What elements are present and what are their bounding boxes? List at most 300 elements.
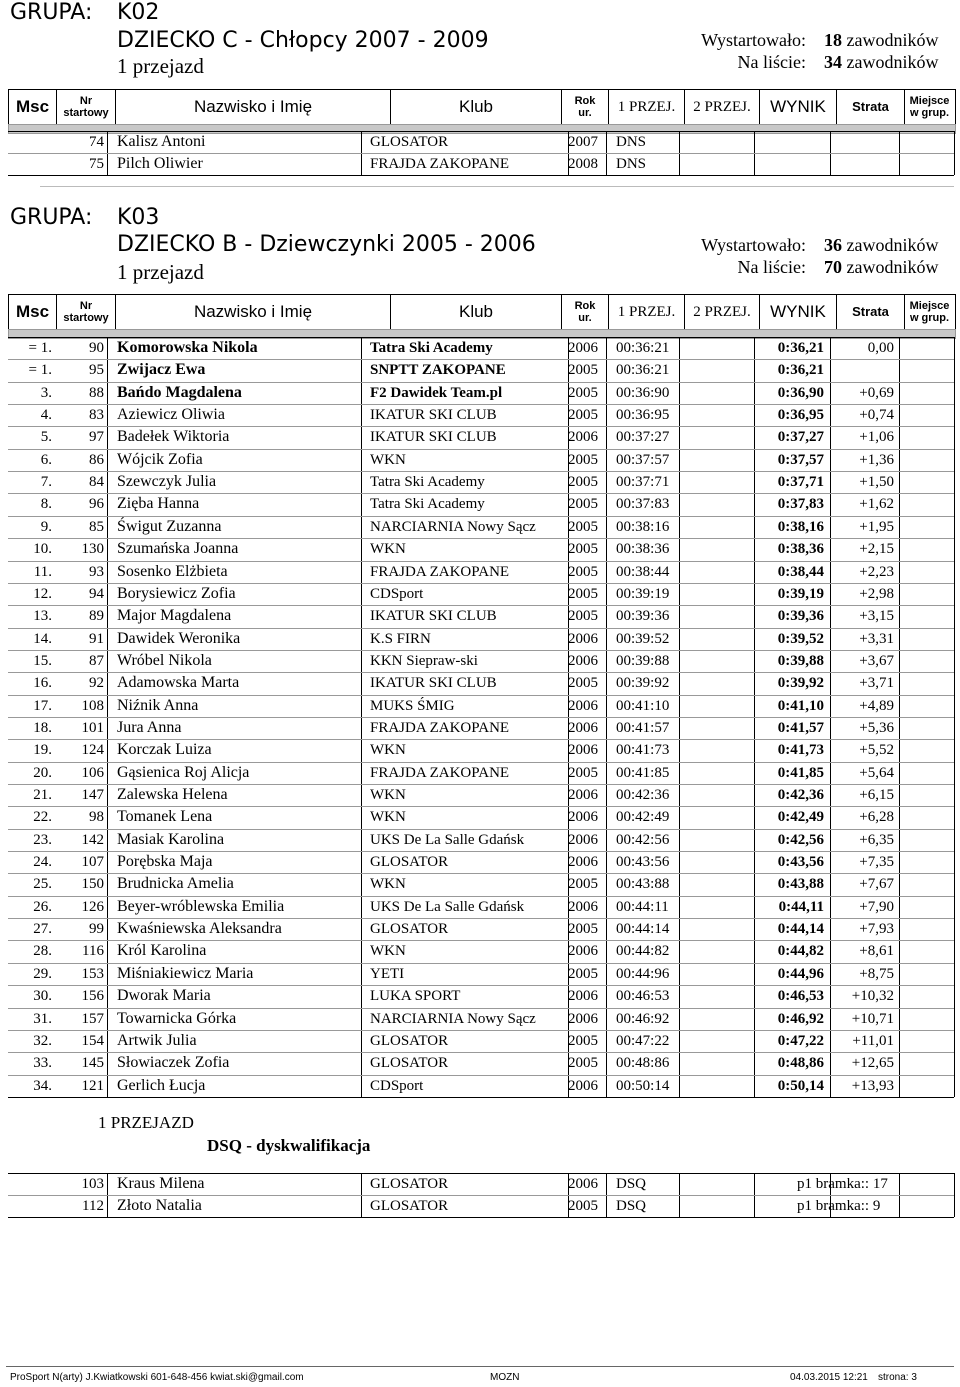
- result-time: 0:44,11: [778, 898, 824, 915]
- result-time: 0:37,27: [777, 429, 824, 446]
- club-name: Tatra Ski Academy: [370, 496, 485, 513]
- competitor-name: Miśniakiewicz Maria: [117, 964, 254, 982]
- time-loss: +5,36: [859, 719, 894, 736]
- header-run2: 2 PRZEJ.: [685, 295, 760, 329]
- birth-year: 2006: [568, 809, 598, 826]
- competitor-name: Porębska Maja: [117, 853, 213, 871]
- dsq-note: p1 bramka:: 9: [797, 1198, 881, 1214]
- club-name: GLOSATOR: [370, 854, 449, 871]
- bib-number: 85: [89, 518, 104, 535]
- time-loss: +0,69: [859, 384, 894, 401]
- bib-number: 89: [89, 608, 104, 625]
- birth-year: 2006: [568, 1010, 598, 1027]
- bib-number: 156: [81, 988, 104, 1005]
- run1-time: 00:42:36: [616, 787, 670, 803]
- competitor-name: Zwijacz Ewa: [117, 361, 206, 379]
- birth-year: 2006: [568, 652, 598, 669]
- table-row: [0, 717, 960, 739]
- footer-page: strona: 3: [878, 1372, 917, 1383]
- run1-time: 00:41:73: [616, 742, 670, 759]
- group-label: GRUPA:: [10, 205, 93, 230]
- header-miejsce-sub: w grup.: [909, 312, 950, 324]
- place: 21.: [33, 787, 52, 803]
- birth-year: 2008: [568, 156, 598, 172]
- bib-number: 98: [89, 809, 104, 826]
- club-name: NARCIARNIA Nowy Sącz: [370, 1010, 536, 1027]
- run1-time: 00:42:49: [616, 809, 670, 826]
- competitor-name: Kalisz Antoni: [117, 133, 206, 150]
- club-name: GLOSATOR: [370, 134, 449, 150]
- group-label: GRUPA:: [10, 0, 93, 25]
- header-msc: Msc: [9, 90, 57, 124]
- place: 27.: [33, 921, 52, 938]
- place: 11.: [33, 563, 52, 580]
- birth-year: 2005: [568, 362, 598, 379]
- club-name: FRAJDA ZAKOPANE: [370, 764, 510, 781]
- table-row: [0, 806, 960, 828]
- bib-number: 147: [81, 787, 104, 803]
- birth-year: 2006: [568, 742, 598, 759]
- table-row: [0, 493, 960, 515]
- place: 34.: [33, 1077, 52, 1094]
- run1-time: 00:44:96: [616, 965, 670, 982]
- time-loss: +6,35: [859, 831, 894, 848]
- place: 24.: [33, 854, 52, 871]
- birth-year: 2006: [568, 697, 598, 714]
- bib-number: 154: [81, 1032, 104, 1049]
- place: 26.: [33, 898, 52, 915]
- competitor-name: Beyer-wróblewska Emilia: [117, 897, 285, 915]
- time-loss: +5,52: [859, 742, 894, 759]
- birth-year: 2006: [568, 429, 598, 446]
- club-name: IKATUR SKI CLUB: [370, 407, 497, 424]
- competitor-name: Tomanek Lena: [117, 808, 213, 826]
- bib-number: 74: [89, 134, 104, 150]
- result-time: 0:41,57: [777, 719, 824, 736]
- place: 31.: [33, 1010, 52, 1027]
- run1-time: 00:36:90: [616, 384, 670, 401]
- club-name: IKATUR SKI CLUB: [370, 675, 497, 692]
- bib-number: 130: [81, 541, 104, 558]
- competitor-name: Kraus Milena: [117, 1175, 205, 1192]
- time-loss: +4,89: [859, 697, 894, 714]
- result-time: 0:44,14: [777, 921, 824, 938]
- bib-number: 87: [89, 652, 104, 669]
- competitor-name: Zalewska Helena: [117, 786, 228, 803]
- result-time: 0:46,92: [777, 1010, 824, 1027]
- place: 33.: [33, 1055, 52, 1072]
- bib-number: 126: [81, 898, 104, 915]
- birth-year: 2006: [568, 988, 598, 1005]
- time-loss: +2,98: [859, 585, 894, 602]
- header-run2: 2 PRZEJ.: [685, 90, 760, 124]
- place: 12.: [33, 585, 52, 602]
- result-time: 0:43,56: [777, 854, 824, 871]
- run1-time: DNS: [616, 134, 647, 150]
- table-row: [0, 672, 960, 694]
- header-nr-sub: startowy: [63, 312, 109, 324]
- run1-time: 00:41:85: [616, 764, 670, 781]
- table-row: [0, 1195, 960, 1217]
- time-loss: +13,93: [851, 1077, 894, 1094]
- run1-time: 00:50:14: [616, 1077, 670, 1094]
- result-time: 0:38,16: [777, 518, 824, 535]
- time-loss: +8,75: [859, 965, 894, 982]
- time-loss: +3,31: [859, 630, 894, 647]
- place: 15.: [33, 652, 52, 669]
- run1-time: 00:44:82: [616, 943, 670, 960]
- place: 5.: [40, 429, 52, 446]
- club-name: CDSport: [370, 1077, 424, 1094]
- competitor-name: Złoto Natalia: [117, 1197, 202, 1214]
- table-row: [0, 918, 960, 940]
- place: 19.: [33, 742, 52, 759]
- birth-year: 2005: [568, 541, 598, 558]
- birth-year: 2005: [568, 1032, 598, 1049]
- time-loss: +3,71: [859, 675, 894, 692]
- group-runs: 1 przejazd: [117, 260, 204, 284]
- header-rok: Rok: [574, 95, 596, 107]
- club-name: GLOSATOR: [370, 1198, 449, 1214]
- competitor-name: Bańdo Magdalena: [117, 383, 242, 401]
- competitor-name: Gąsienica Roj Alicja: [117, 763, 250, 781]
- header-nr: Nr: [79, 95, 93, 107]
- birth-year: 2007: [568, 134, 598, 150]
- club-name: GLOSATOR: [370, 921, 449, 938]
- header-msc: Msc: [9, 295, 57, 329]
- bib-number: 84: [89, 474, 104, 491]
- place: 20.: [33, 764, 52, 781]
- header-run1: 1 PRZEJ.: [609, 295, 685, 329]
- birth-year: 2006: [568, 340, 598, 356]
- table-row: [0, 1052, 960, 1074]
- bib-number: 107: [81, 854, 104, 871]
- result-time: 0:48,86: [777, 1055, 824, 1072]
- time-loss: +2,15: [859, 541, 894, 558]
- competitor-name: Brudnicka Amelia: [117, 875, 234, 893]
- place: 25.: [33, 876, 52, 893]
- time-loss: +7,93: [859, 921, 894, 938]
- club-name: MUKS ŚMIG: [370, 697, 455, 714]
- bib-number: 145: [81, 1055, 104, 1072]
- competitor-name: Adamowska Marta: [117, 674, 240, 692]
- run1-time: 00:37:57: [616, 451, 670, 468]
- bib-number: 142: [81, 831, 104, 848]
- result-time: 0:37,71: [777, 474, 824, 491]
- result-time: 0:43,88: [777, 876, 824, 893]
- header-nr: Nr: [79, 300, 93, 312]
- birth-year: 2006: [568, 831, 598, 848]
- birth-year: 2006: [568, 787, 598, 803]
- competitor-name: Dworak Maria: [117, 987, 211, 1005]
- header-rok-sub: ur.: [578, 312, 592, 324]
- started-value: 36: [824, 235, 842, 255]
- competitor-name: Świgut Zuzanna: [117, 517, 222, 535]
- table-row: [0, 963, 960, 985]
- competitor-name: Dawidek Weronika: [117, 629, 241, 647]
- time-loss: +7,90: [859, 898, 894, 915]
- results-table-header: [8, 294, 956, 330]
- result-time: 0:42,36: [777, 787, 824, 803]
- bib-number: 101: [81, 719, 104, 736]
- club-name: K.S FIRN: [370, 630, 431, 647]
- table-row: [0, 337, 960, 359]
- club-name: GLOSATOR: [370, 1176, 449, 1192]
- competitor-name: Pilch Oliwier: [117, 155, 203, 172]
- result-time: 0:39,88: [777, 652, 824, 669]
- competitor-name: Zięba Hanna: [117, 495, 200, 513]
- table-row: [0, 829, 960, 851]
- birth-year: 2005: [568, 563, 598, 580]
- birth-year: 2006: [568, 854, 598, 871]
- time-loss: +12,65: [851, 1055, 894, 1072]
- header-nr-sub: startowy: [63, 107, 109, 119]
- place: 30.: [33, 988, 52, 1005]
- bib-number: 150: [81, 876, 104, 893]
- table-row: [0, 561, 960, 583]
- competitor-name: Szewczyk Julia: [117, 473, 217, 491]
- club-name: WKN: [370, 451, 406, 468]
- started-label: Wystartowało:: [701, 30, 806, 50]
- competitor-name: Niźnik Anna: [117, 696, 199, 714]
- club-name: WKN: [370, 876, 406, 893]
- competitor-name: Borysiewicz Zofia: [117, 584, 236, 602]
- table-row: [0, 985, 960, 1007]
- competitor-name: Artwik Julia: [117, 1031, 197, 1049]
- run1-time: 00:37:83: [616, 496, 670, 513]
- birth-year: 2005: [568, 764, 598, 781]
- bib-number: 94: [89, 585, 104, 602]
- result-time: 0:37,57: [777, 451, 824, 468]
- time-loss: +2,23: [859, 563, 894, 580]
- birth-year: 2005: [568, 451, 598, 468]
- grid-hline: [8, 1217, 954, 1218]
- place: 10.: [33, 541, 52, 558]
- header-strata: Strata: [837, 295, 905, 329]
- bib-number: 97: [89, 429, 104, 446]
- dsq-note: p1 bramka:: 17: [797, 1176, 888, 1192]
- club-name: UKS De La Salle Gdańsk: [370, 898, 525, 915]
- table-row: [0, 873, 960, 895]
- birth-year: 2005: [568, 965, 598, 982]
- result-time: 0:36,95: [777, 407, 824, 424]
- result-time: 0:44,96: [777, 965, 824, 982]
- table-row: [0, 538, 960, 560]
- bib-number: 83: [89, 407, 104, 424]
- grid-hline: [8, 1097, 954, 1098]
- header-wynik: WYNIK: [760, 295, 837, 329]
- club-name: IKATUR SKI CLUB: [370, 608, 497, 625]
- club-name: NARCIARNIA Nowy Sącz: [370, 518, 536, 535]
- started-label: Wystartowało:: [701, 235, 806, 255]
- competitor-name: Wróbel Nikola: [117, 651, 212, 669]
- place: 4.: [40, 407, 52, 424]
- birth-year: 2005: [568, 921, 598, 938]
- time-loss: +1,62: [859, 496, 894, 513]
- result-time: 0:39,92: [777, 675, 824, 692]
- result-time: 0:39,19: [777, 585, 824, 602]
- birth-year: 2006: [568, 898, 598, 915]
- place: 13.: [33, 608, 52, 625]
- bib-number: 121: [81, 1077, 104, 1094]
- place: 14.: [33, 630, 52, 647]
- table-row: [0, 784, 960, 806]
- birth-year: 2006: [568, 1176, 598, 1192]
- section-separator: [40, 186, 954, 187]
- run1-time: 00:39:52: [616, 630, 670, 647]
- header-wynik: WYNIK: [760, 90, 837, 124]
- place: 6.: [40, 451, 52, 468]
- birth-year: 2005: [568, 585, 598, 602]
- competitor-name: Gerlich Łucja: [117, 1076, 206, 1094]
- place: = 1.: [28, 340, 52, 356]
- table-row: [0, 851, 960, 873]
- birth-year: 2005: [568, 675, 598, 692]
- run1-time: 00:42:56: [616, 831, 670, 848]
- dsq-run-title: 1 PRZEJAZD: [98, 1113, 194, 1132]
- result-time: 0:41,73: [777, 742, 824, 759]
- run1-time: 00:36:95: [616, 407, 670, 424]
- result-time: 0:39,52: [777, 630, 824, 647]
- place: 16.: [33, 675, 52, 692]
- place: = 1.: [28, 362, 52, 379]
- started-value: 18: [824, 30, 842, 50]
- footer-rule: [6, 1366, 954, 1367]
- list-unit: zawodników: [846, 52, 939, 72]
- grid-hline: [8, 175, 954, 176]
- club-name: CDSport: [370, 585, 424, 602]
- result-time: 0:38,44: [777, 563, 824, 580]
- club-name: GLOSATOR: [370, 1032, 449, 1049]
- club-name: SNPTT ZAKOPANE: [370, 362, 506, 379]
- table-row: [0, 605, 960, 627]
- place: 28.: [33, 943, 52, 960]
- result-time: 0:41,10: [777, 697, 824, 714]
- group-title: DZIECKO B - Dziewczynki 2005 - 2006: [117, 232, 536, 257]
- run1-time: 00:39:88: [616, 652, 670, 669]
- competitor-name: Słowiaczek Zofia: [117, 1054, 230, 1072]
- list-value: 34: [824, 52, 842, 72]
- birth-year: 2006: [568, 943, 598, 960]
- result-time: 0:44,82: [777, 943, 824, 960]
- table-row: [0, 739, 960, 761]
- competitor-name: Towarnicka Górka: [117, 1009, 237, 1027]
- club-name: YETI: [370, 965, 405, 982]
- place: 7.: [40, 474, 52, 491]
- bib-number: 116: [82, 943, 104, 960]
- list-label: Na liście:: [737, 257, 806, 277]
- bib-number: 99: [89, 921, 104, 938]
- club-name: IKATUR SKI CLUB: [370, 429, 497, 446]
- run1-time: DNS: [616, 156, 647, 172]
- time-loss: +1,50: [859, 474, 894, 491]
- run1-time: 00:38:16: [616, 518, 670, 535]
- bib-number: 93: [89, 563, 104, 580]
- place: 22.: [33, 809, 52, 826]
- club-name: KKN Siepraw-ski: [370, 652, 478, 669]
- place: 32.: [33, 1032, 52, 1049]
- place: 9.: [40, 518, 52, 535]
- table-row: [0, 1075, 960, 1097]
- club-name: Tatra Ski Academy: [370, 474, 485, 491]
- bib-number: 75: [89, 156, 104, 172]
- place: 17.: [33, 697, 52, 714]
- place: 3.: [40, 384, 52, 401]
- bib-number: 86: [89, 451, 104, 468]
- place: 23.: [33, 831, 52, 848]
- competitor-name: Komorowska Nikola: [117, 339, 258, 356]
- bib-number: 112: [82, 1198, 104, 1214]
- bib-number: 88: [89, 384, 104, 401]
- dsq-title: DSQ - dyskwalifikacja: [207, 1136, 371, 1155]
- result-time: 0:38,36: [777, 541, 824, 558]
- header-strata: Strata: [837, 90, 905, 124]
- list-value: 70: [824, 257, 842, 277]
- club-name: WKN: [370, 742, 406, 759]
- results-table-header: [8, 89, 956, 125]
- place: 8.: [40, 496, 52, 513]
- table-row: [0, 896, 960, 918]
- run1-time: 00:37:71: [616, 474, 670, 491]
- run1-status: DSQ: [616, 1176, 647, 1192]
- table-row: [0, 1030, 960, 1052]
- birth-year: 2005: [568, 518, 598, 535]
- club-name: FRAJDA ZAKOPANE: [370, 563, 510, 580]
- group-code: K03: [117, 205, 160, 230]
- bib-number: 108: [81, 697, 104, 714]
- club-name: GLOSATOR: [370, 1055, 449, 1072]
- bib-number: 92: [89, 675, 104, 692]
- club-name: UKS De La Salle Gdańsk: [370, 831, 525, 848]
- result-time: 0:39,36: [777, 608, 824, 625]
- club-name: WKN: [370, 943, 406, 960]
- club-name: WKN: [370, 787, 406, 803]
- run1-time: 00:44:14: [616, 921, 670, 938]
- header-miejsce: Miejsce: [909, 300, 950, 312]
- place: 29.: [33, 965, 52, 982]
- time-loss: +10,71: [851, 1010, 894, 1027]
- table-row: [0, 404, 960, 426]
- bib-number: 106: [81, 764, 104, 781]
- result-time: 0:37,83: [777, 496, 824, 513]
- table-row: [0, 153, 960, 175]
- group-title: DZIECKO C - Chłopcy 2007 - 2009: [117, 28, 489, 53]
- run1-status: DSQ: [616, 1198, 647, 1214]
- competitor-name: Masiak Karolina: [117, 830, 225, 848]
- run1-time: 00:43:56: [616, 854, 670, 871]
- bib-number: 90: [89, 340, 104, 356]
- run1-time: 00:46:92: [616, 1010, 670, 1027]
- time-loss: +6,15: [859, 787, 894, 803]
- table-row: [0, 762, 960, 784]
- table-row: [0, 650, 960, 672]
- time-loss: +7,67: [859, 876, 894, 893]
- header-name: Nazwisko i Imię: [116, 90, 391, 124]
- result-time: 0:36,21: [777, 340, 824, 356]
- competitor-name: Aziewicz Oliwia: [117, 406, 225, 424]
- club-name: FRAJDA ZAKOPANE: [370, 719, 510, 736]
- header-miejsce: Miejsce: [909, 95, 950, 107]
- table-row: [0, 583, 960, 605]
- header-rok: Rok: [574, 300, 596, 312]
- club-name: F2 Dawidek Team.pl: [370, 384, 503, 401]
- table-row: [0, 382, 960, 404]
- bib-number: 103: [81, 1176, 104, 1192]
- time-loss: +1,06: [859, 429, 894, 446]
- run1-time: 00:41:10: [616, 697, 670, 714]
- birth-year: 2005: [568, 1055, 598, 1072]
- club-name: LUKA SPORT: [370, 988, 461, 1005]
